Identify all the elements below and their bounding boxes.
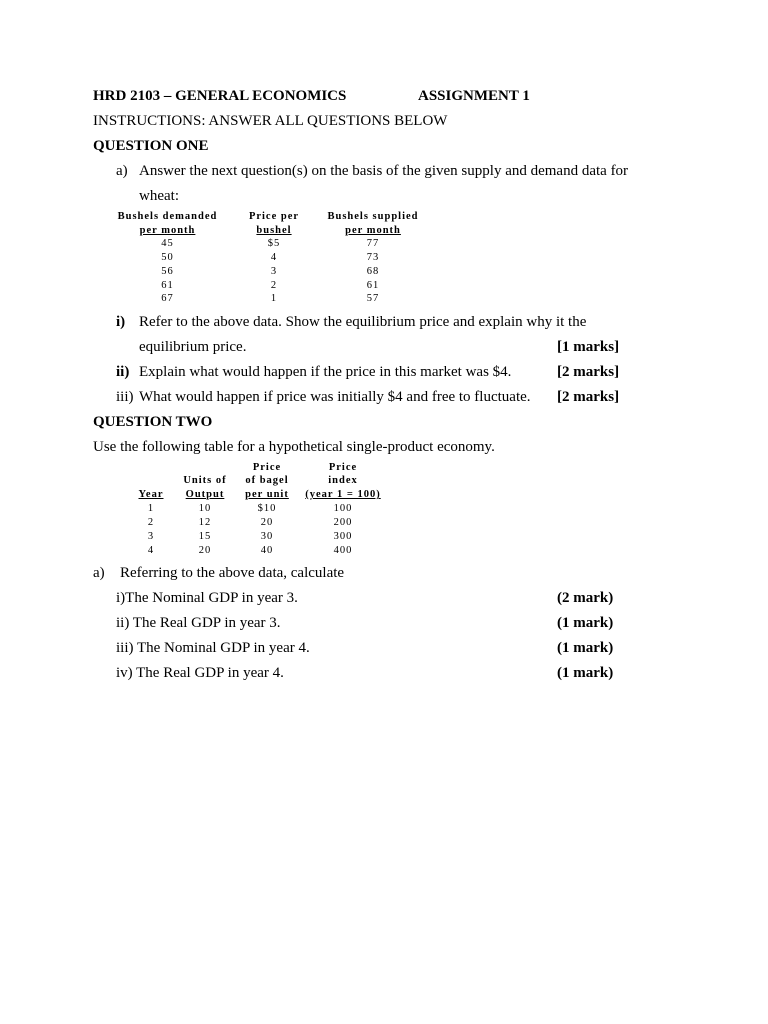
col-header-units-2: Output bbox=[185, 489, 225, 500]
q2-intro: Use the following table for a hypothetical single-product economy. bbox=[93, 439, 495, 455]
col-header-supplied: Bushels supplied bbox=[327, 211, 419, 222]
q1-ii-marks: [2 marks] bbox=[557, 364, 620, 380]
table-cell: 2 bbox=[270, 280, 278, 291]
table-cell: 2 bbox=[147, 517, 155, 528]
col-header-year: Year bbox=[138, 489, 164, 500]
q1-a-text-line1: Answer the next question(s) on the basis of the given supply and demand data for bbox=[139, 163, 629, 179]
q1-i-line2: equilibrium price. bbox=[139, 339, 247, 355]
q2-a-label: a) bbox=[93, 565, 105, 581]
table-cell: $5 bbox=[267, 238, 281, 249]
table-cell: 3 bbox=[147, 531, 155, 542]
q1-a-label: a) bbox=[116, 163, 128, 179]
col-header-price-3: per unit bbox=[245, 489, 289, 500]
q1-iii-text: What would happen if price was initially $4 and free to fluctuate. bbox=[139, 389, 531, 405]
q1-iii-marks: [2 marks] bbox=[557, 389, 620, 405]
q2-item-marks: (1 mark) bbox=[557, 665, 614, 681]
question-one-title: QUESTION ONE bbox=[93, 138, 209, 154]
col-header-units: Units of bbox=[183, 475, 227, 486]
q1-i-marks: [1 marks] bbox=[557, 339, 620, 355]
col-header-demanded-2: per month bbox=[139, 225, 196, 236]
table-cell: 77 bbox=[366, 238, 380, 249]
table-cell: 56 bbox=[161, 266, 174, 277]
q2-item-marks: (1 mark) bbox=[557, 640, 614, 656]
col-header-demanded: Bushels demanded bbox=[117, 211, 218, 222]
table-cell: 1 bbox=[147, 503, 155, 514]
table-cell: 1 bbox=[270, 293, 278, 304]
table-cell: 61 bbox=[366, 280, 380, 291]
table-cell: 30 bbox=[260, 531, 274, 542]
table-cell: 400 bbox=[333, 545, 353, 556]
q2-item-marks: (2 mark) bbox=[557, 590, 614, 606]
table-cell: 200 bbox=[333, 517, 353, 528]
q1-iii-label: iii) bbox=[116, 389, 134, 405]
col-header-index-3: (year 1 = 100) bbox=[305, 489, 381, 500]
table-cell: 4 bbox=[270, 252, 278, 263]
table-cell: 57 bbox=[366, 293, 380, 304]
assignment-title: ASSIGNMENT 1 bbox=[418, 88, 530, 104]
table-cell: 20 bbox=[260, 517, 274, 528]
table-cell: 40 bbox=[260, 545, 274, 556]
table-cell: 15 bbox=[198, 531, 212, 542]
table-cell: 3 bbox=[270, 266, 278, 277]
q2-item-marks: (1 mark) bbox=[557, 615, 614, 631]
table-cell: $10 bbox=[257, 503, 277, 514]
table-cell: 67 bbox=[161, 293, 174, 304]
q1-i-line1: Refer to the above data. Show the equilibrium price and explain why it the bbox=[139, 314, 587, 330]
table-cell: 10 bbox=[198, 503, 212, 514]
table-cell: 68 bbox=[366, 266, 380, 277]
col-header-price: Price bbox=[252, 462, 282, 473]
table-cell: 4 bbox=[147, 545, 155, 556]
col-header-price: Price per bbox=[248, 211, 300, 222]
q2-item-label: ii) The Real GDP in year 3. bbox=[116, 615, 281, 631]
q2-item-label: iv) The Real GDP in year 4. bbox=[116, 665, 284, 681]
q2-a-text: Referring to the above data, calculate bbox=[120, 565, 345, 581]
col-header-index: Price bbox=[328, 462, 358, 473]
q1-i-label: i) bbox=[116, 314, 126, 330]
table-cell: 50 bbox=[161, 252, 174, 263]
col-header-price-2: of bagel bbox=[245, 475, 289, 486]
q2-item-label: iii) The Nominal GDP in year 4. bbox=[116, 640, 310, 656]
question-two-title: QUESTION TWO bbox=[93, 414, 213, 430]
col-header-supplied-2: per month bbox=[345, 225, 401, 236]
table-cell: 45 bbox=[161, 238, 174, 249]
q2-item-label: i)The Nominal GDP in year 3. bbox=[116, 590, 298, 606]
col-header-index-2: index bbox=[328, 475, 358, 486]
table-cell: 100 bbox=[333, 503, 353, 514]
course-title: HRD 2103 – GENERAL ECONOMICS bbox=[93, 88, 347, 104]
table-cell: 12 bbox=[198, 517, 212, 528]
q1-a-text-line2: wheat: bbox=[139, 188, 179, 204]
col-header-price-2: bushel bbox=[256, 225, 292, 236]
instructions: INSTRUCTIONS: ANSWER ALL QUESTIONS BELOW bbox=[93, 113, 448, 129]
table-cell: 61 bbox=[161, 280, 174, 291]
table-cell: 20 bbox=[198, 545, 212, 556]
table-cell: 300 bbox=[333, 531, 353, 542]
table-cell: 73 bbox=[366, 252, 380, 263]
q1-ii-text: Explain what would happen if the price in this market was $4. bbox=[139, 364, 512, 380]
q1-ii-label: ii) bbox=[116, 364, 130, 380]
